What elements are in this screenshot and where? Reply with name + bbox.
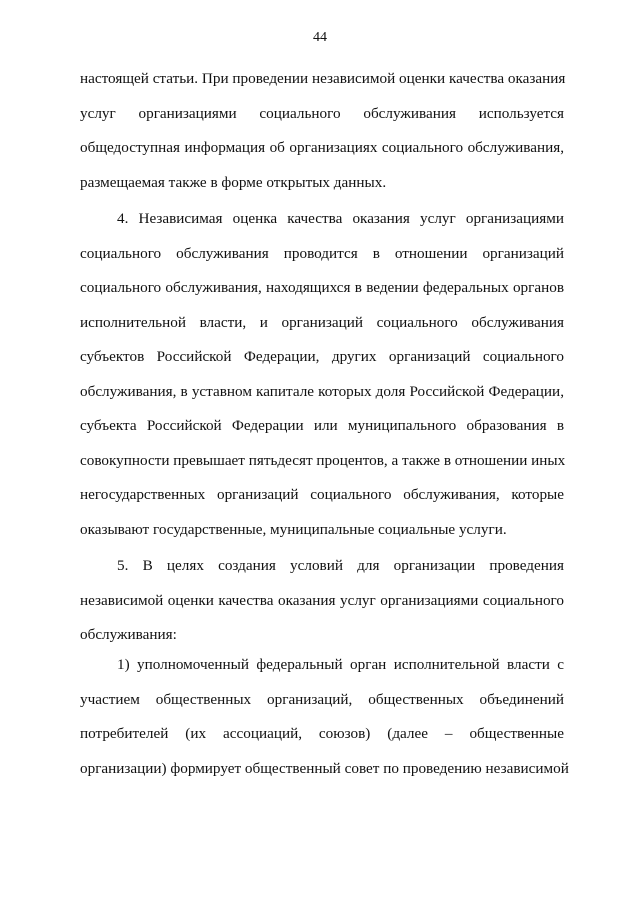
paragraph-subitem-1	[80, 656, 569, 794]
text-line: размещаемая также в форме открытых данных.	[80, 173, 387, 191]
text-line: исполнительной власти, и организаций социального обслуживания	[80, 313, 564, 331]
text-line: независимой оценки качества оказания услуг организациями социального	[80, 591, 564, 609]
text-line: обслуживания:	[80, 626, 177, 643]
paragraph-item-4	[80, 210, 564, 555]
text-line: 5. В целях создания условий для организации проведения	[117, 557, 564, 574]
text-line: настоящей статьи. При проведении независимой оценки качества оказания	[80, 70, 566, 87]
text-line: совокупности превышает пятьдесят процентов, а также в отношении иных	[80, 451, 566, 469]
paragraph-continuation	[80, 70, 564, 208]
text-line: потребителей (их ассоциаций, союзов) (далее – общественные	[80, 725, 564, 742]
text-line: социального обслуживания проводится в отношении организаций	[80, 244, 564, 262]
text-line: общедоступная информация об организациях социального обслуживания,	[80, 139, 564, 156]
text-line: 4. Независимая оценка качества оказания услуг организациями	[117, 210, 564, 227]
text-line: социального обслуживания, находящихся в ведении федеральных органов	[80, 279, 564, 296]
text-line: 1) уполномоченный федеральный орган исполнительной власти с	[117, 656, 564, 673]
text-line: участием общественных организаций, общественных объединений	[80, 690, 564, 708]
page-number: 44	[313, 30, 327, 45]
text-line: услуг организациями социального обслуживания используется	[80, 104, 564, 122]
text-line: субъекта Российской Федерации или муниципального образования в	[80, 417, 564, 434]
text-line: оказывают государственные, муниципальные социальные услуги.	[80, 520, 507, 538]
text-line: организации) формирует общественный совет по проведению независимой	[80, 759, 569, 777]
text-line: субъектов Российской Федерации, других организаций социального	[80, 348, 564, 365]
paragraph-item-5	[80, 557, 564, 661]
text-line: обслуживания, в уставном капитале которых доля Российской Федерации,	[80, 382, 564, 400]
text-line: негосударственных организаций социального обслуживания, которые	[80, 486, 564, 503]
